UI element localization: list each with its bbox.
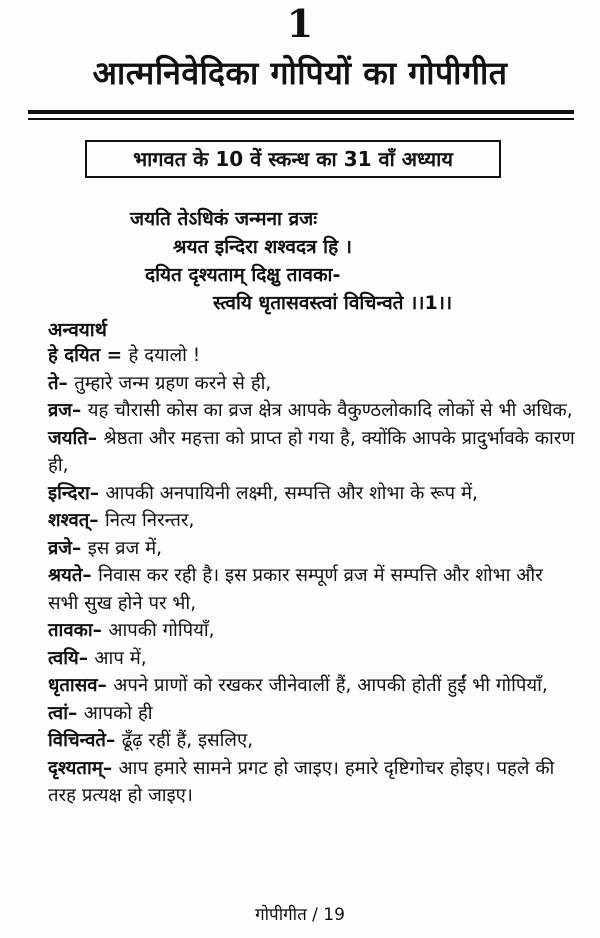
gloss-meaning: श्रेष्ठता और महत्ता को प्राप्त हो गया है, क्योंकि आपके प्रादुर्भावके कारण ही, — [48, 427, 575, 476]
chapter-title: आत्मनिवेदिका गोपियों का गोपीगीत — [92, 54, 508, 92]
gloss-meaning: आपको ही — [83, 702, 153, 724]
gloss-entry — [48, 700, 578, 728]
gloss-separator: – — [58, 372, 75, 394]
title-rule-thick — [28, 110, 574, 114]
gloss-separator: – — [89, 510, 105, 531]
gloss-meaning: हे दयालो ! — [128, 345, 201, 366]
chapter-number: 1 — [286, 1, 314, 46]
gloss-term: तावका — [48, 620, 93, 641]
gloss-term: त्वयि — [48, 647, 79, 669]
gloss-meaning: आप में, — [94, 647, 147, 669]
gloss-meaning: आपकी गोपियाँ, — [108, 620, 215, 641]
verse-line-1: जयति तेऽधिकं जन्मना व्रजः — [130, 208, 318, 230]
gloss-term: जयति — [48, 427, 88, 449]
gloss-entry — [48, 397, 578, 425]
gloss-separator: – — [82, 565, 99, 586]
gloss-meaning: आप हमारे सामने प्रगट हो जाइए। हमारे दृष्टिगोचर होइए। पहले की तरह प्रत्यक्ष हो जाइए। — [48, 757, 555, 806]
gloss-separator: – — [78, 647, 95, 669]
page-footer: गोपीगीत / 19 — [255, 905, 345, 925]
gloss-separator: – — [67, 702, 84, 724]
gloss-separator: – — [72, 400, 88, 421]
gloss-meaning: ढूँढ़ रहीं हैं, इसलिए, — [121, 730, 254, 751]
gloss-term: विचिन्वते — [48, 730, 106, 751]
gloss-term: व्रज — [48, 400, 73, 421]
gloss-term: ते — [48, 372, 59, 394]
gloss-separator: – — [102, 757, 119, 779]
gloss-entry — [48, 480, 578, 508]
section-heading-box: भागवत के 10 वें स्कन्ध का 31 वाँ अध्याय — [85, 140, 501, 178]
gloss-entry — [48, 562, 578, 617]
gloss-entry — [48, 342, 578, 370]
gloss-meaning: तुम्हारे जन्म ग्रहण करने से ही, — [74, 372, 272, 394]
gloss-separator: – — [87, 427, 104, 449]
gloss-separator: – — [105, 730, 122, 751]
verse-line-2: श्रयत इन्दिरा शश्वदत्र हि । — [173, 236, 353, 258]
anvayartha-heading: अन्वयार्थ — [48, 319, 107, 341]
gloss-meaning: यह चौरासी कोस का व्रज क्षेत्र आपके वैकुण्ठलोकादि लोकों से भी अधिक, — [87, 400, 573, 421]
gloss-entry — [48, 507, 578, 535]
gloss-entry — [48, 425, 578, 480]
gloss-term: व्रजे — [48, 537, 73, 559]
gloss-term: इन्दिरा — [48, 482, 90, 504]
gloss-meaning: अपने प्राणों को रखकर जीनेवालीं हैं, आपकी होतीं हुईं भी गोपियाँ, — [113, 675, 548, 696]
gloss-separator: – — [89, 482, 106, 504]
gloss-meaning: इस व्रज में, — [87, 537, 163, 559]
gloss-meaning: निवास कर रही है। इस प्रकार सम्पूर्ण व्रज में सम्पत्ति और शोभा और सभी सुख होने पर भी, — [48, 565, 543, 614]
gloss-term: हे दयित — [48, 345, 101, 366]
gloss-term: धृतासव — [48, 675, 98, 696]
gloss-separator: – — [92, 620, 109, 641]
gloss-entry — [48, 645, 578, 673]
gloss-meaning: आपकी अनपायिनी लक्ष्मी, सम्पत्ति और शोभा के रूप में, — [105, 482, 478, 504]
verse-line-3: दयित दृश्यताम् दिक्षु तावका- — [145, 264, 341, 286]
gloss-entry — [48, 727, 578, 755]
gloss-term: श्रयते — [48, 565, 83, 586]
title-rule-thin — [28, 118, 574, 120]
gloss-entry — [48, 755, 578, 810]
gloss-entry — [48, 370, 578, 398]
gloss-term: शश्वत् — [48, 510, 90, 531]
verse-line-4: स्त्वयि धृतासवस्त्वां विचिन्वते ।।1।। — [213, 292, 453, 314]
gloss-separator: – — [72, 537, 88, 559]
gloss-term: दृश्यताम् — [48, 757, 103, 779]
gloss-meaning: नित्य निरन्तर, — [104, 510, 195, 531]
gloss-list — [48, 342, 578, 810]
gloss-separator: = — [100, 345, 129, 366]
gloss-entry — [48, 672, 578, 700]
gloss-entry — [48, 617, 578, 645]
gloss-term: त्वां — [48, 702, 68, 724]
gloss-separator: – — [97, 675, 114, 696]
gloss-entry — [48, 535, 578, 563]
